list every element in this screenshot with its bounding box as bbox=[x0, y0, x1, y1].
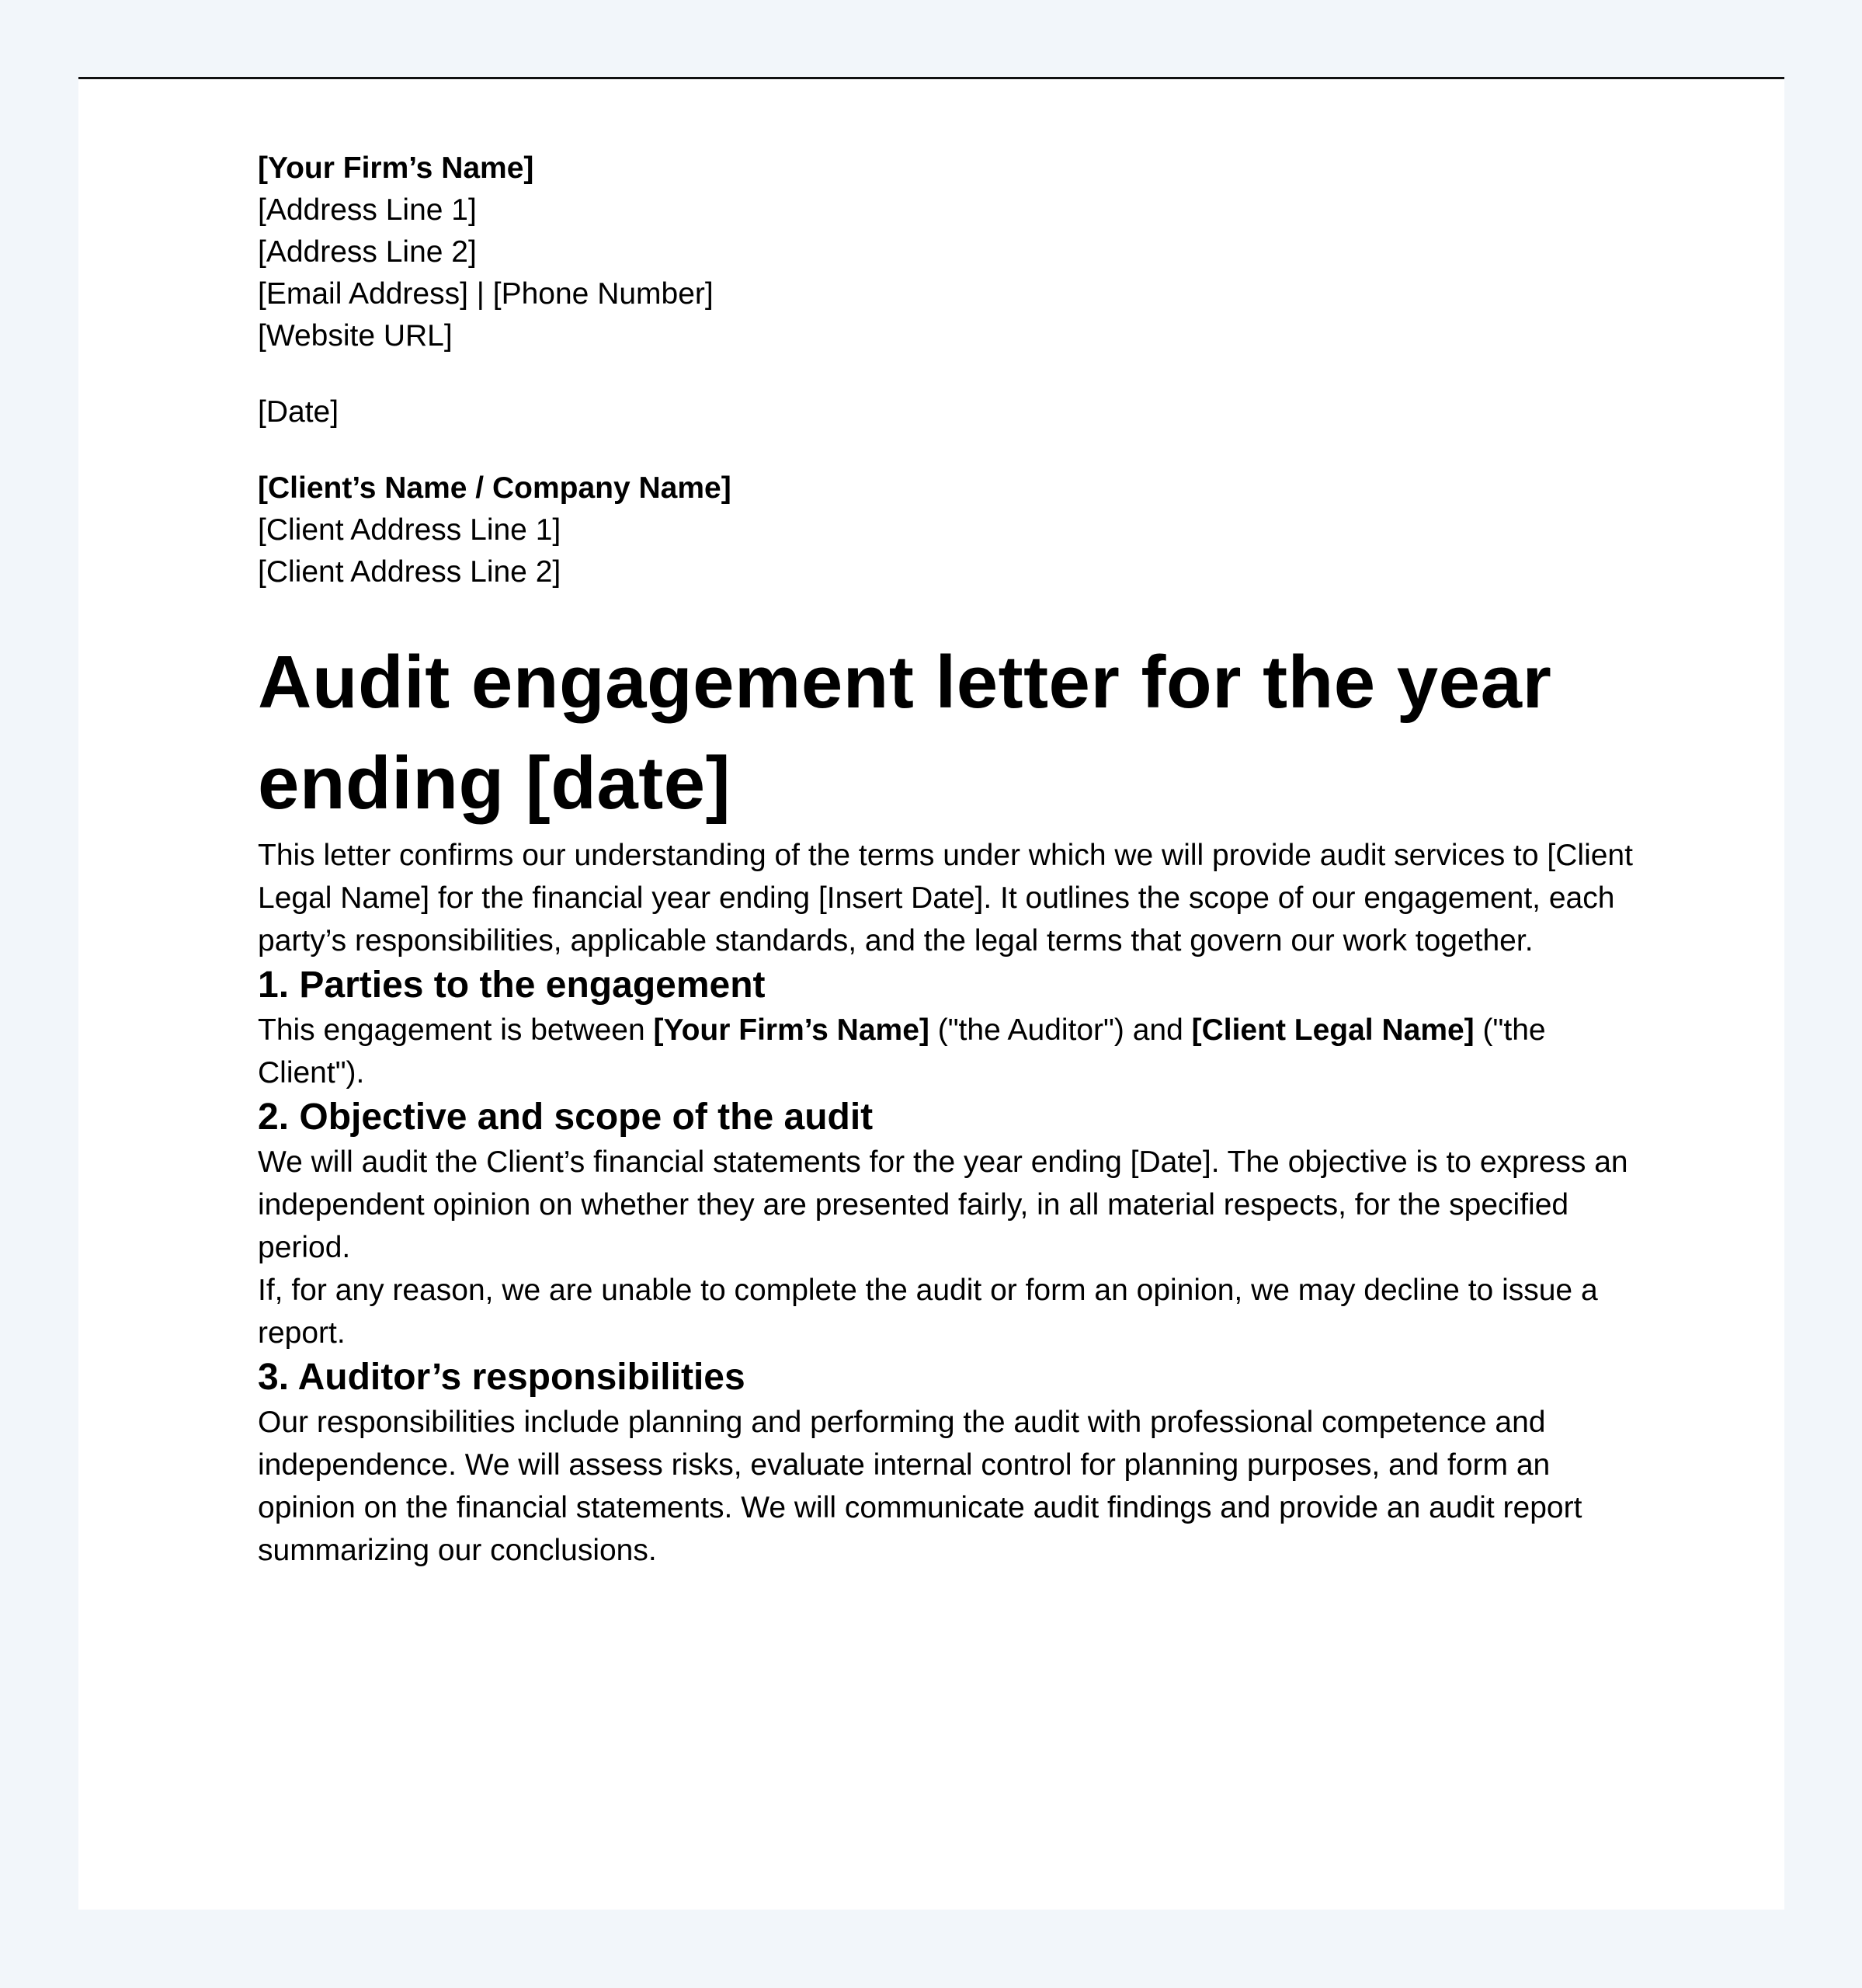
document-page bbox=[78, 77, 1784, 1910]
responsibilities-paragraph: Our responsibilities include planning and performing the audit with professional competence and independence. We will assess risks, evaluate internal control for planning purposes, and form an opinion on the financial statements. We will communicate audit findings and provide an audit report summarizing our conclusions. bbox=[258, 1406, 1582, 1567]
parties-text-1: This engagement is between bbox=[258, 1013, 654, 1047]
firm-name: [Your Firm’s Name] bbox=[258, 151, 534, 185]
section-heading-objective: 2. Objective and scope of the audit bbox=[258, 1097, 874, 1138]
client-address-line-2: [Client Address Line 2] bbox=[258, 555, 561, 589]
parties-text-2: ("the Auditor") and bbox=[929, 1013, 1192, 1047]
section-heading-parties: 1. Parties to the engagement bbox=[258, 964, 766, 1006]
address-line-1: [Address Line 1] bbox=[258, 193, 477, 227]
parties-client-name: [Client Legal Name] bbox=[1191, 1013, 1475, 1047]
parties-firm-name: [Your Firm’s Name] bbox=[653, 1013, 929, 1047]
website-line: [Website URL] bbox=[258, 319, 453, 353]
parties-paragraph bbox=[258, 1009, 1640, 1094]
parties-text-3: ("the Client"). bbox=[258, 1013, 1546, 1090]
intro-paragraph: This letter confirms our understanding of the terms under which we will provide audit services to [Client Legal Name] for the financial year ending [Insert Date]. It outlines the scope of our engagement, each party’s responsibilities, applicable standards, and the legal terms that govern our work together. bbox=[258, 839, 1633, 958]
section-heading-responsibilities: 3. Auditor’s responsibilities bbox=[258, 1357, 745, 1398]
letter-content bbox=[258, 148, 1640, 1572]
objective-paragraph-1: We will audit the Client’s financial statements for the year ending [Date]. The objective is to express an independent opinion on whether they are presented fairly, in all material respects, for the specified period. bbox=[258, 1145, 1628, 1264]
client-name: [Client’s Name / Company Name] bbox=[258, 471, 731, 505]
letter-date: [Date] bbox=[258, 395, 339, 429]
document-title: Audit engagement letter for the year ending [date] bbox=[258, 641, 1552, 825]
client-address-line-1: [Client Address Line 1] bbox=[258, 513, 561, 547]
contact-line: [Email Address] | [Phone Number] bbox=[258, 277, 714, 311]
recipient-block bbox=[258, 467, 1640, 593]
objective-paragraph-2: If, for any reason, we are unable to complete the audit or form an opinion, we may decline to issue a report. bbox=[258, 1274, 1598, 1350]
letterhead bbox=[258, 148, 1640, 357]
address-line-2: [Address Line 2] bbox=[258, 235, 477, 269]
